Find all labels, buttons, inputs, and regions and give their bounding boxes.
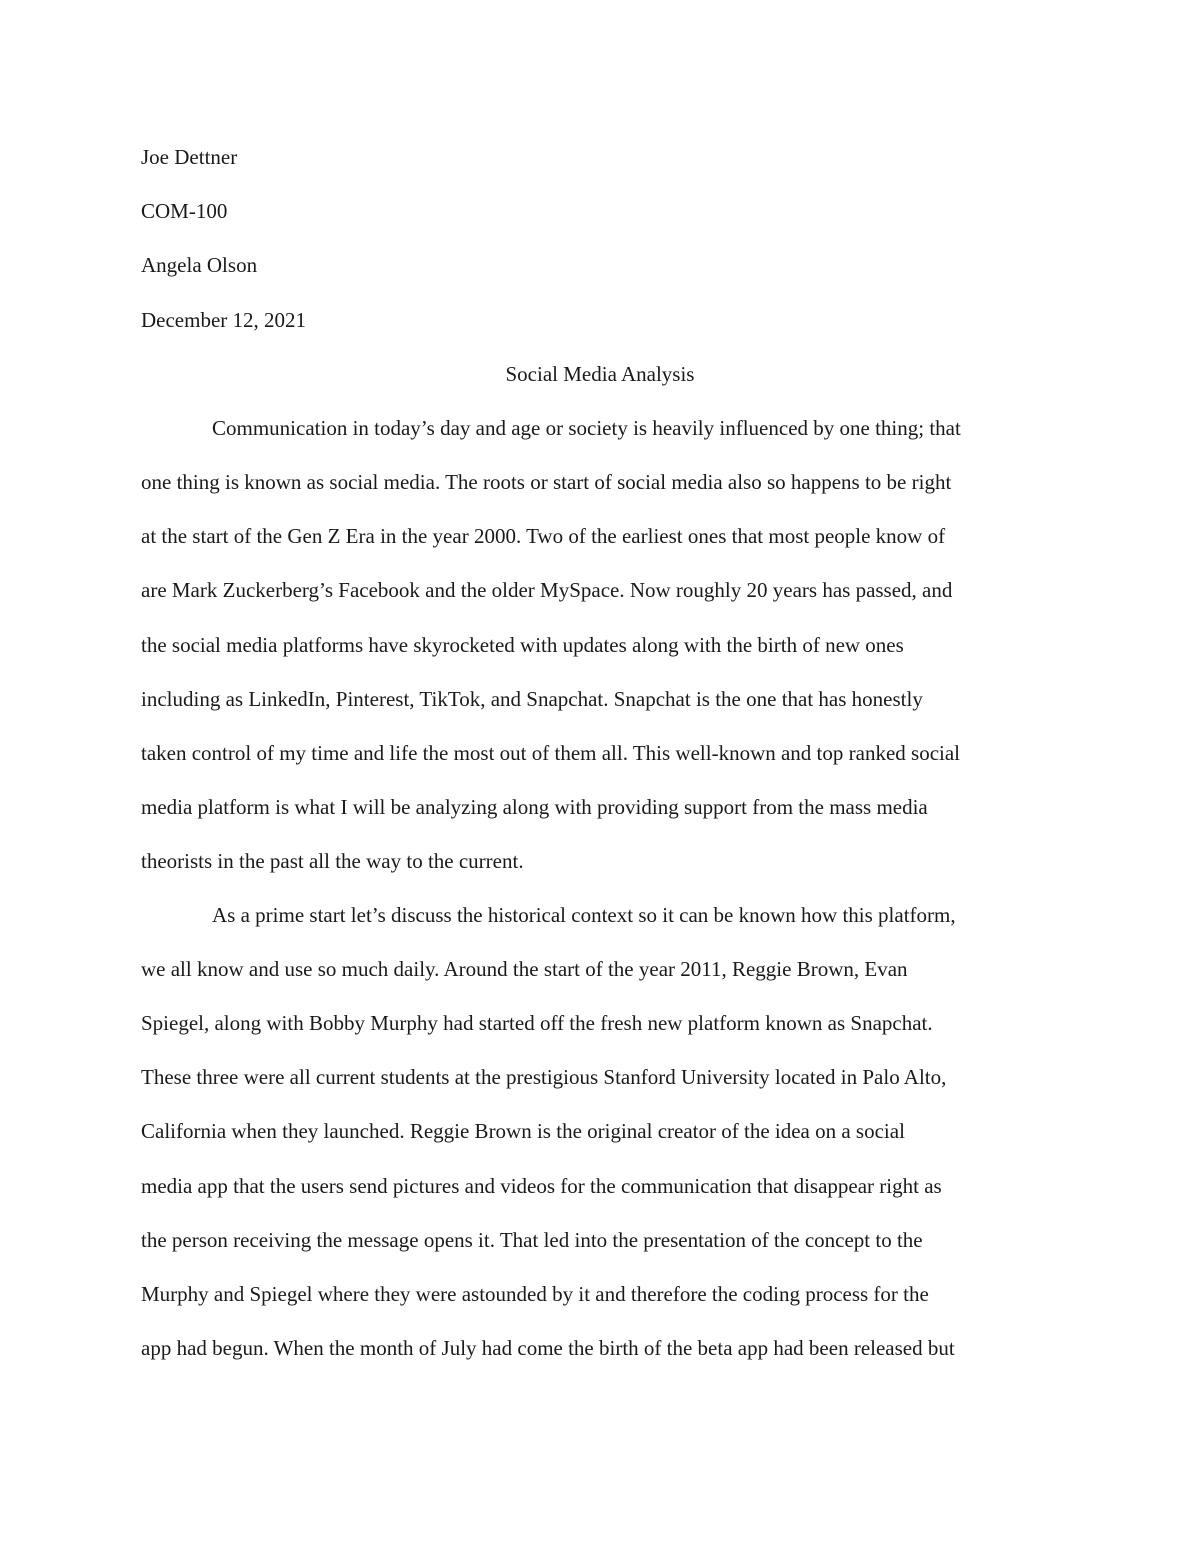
paragraph-2-line-1: As a prime start let’s discuss the historical context so it can be known how this platform,: [212, 903, 956, 927]
author-name: Joe Dettner: [141, 145, 238, 169]
paragraph-1-line-2: one thing is known as social media. The roots or start of social media also so happens to be right: [141, 470, 952, 494]
paragraph-1-line-6: including as LinkedIn, Pinterest, TikTok, and Snapchat. Snapchat is the one that has honestly: [141, 687, 923, 711]
paragraph-1-line-5: the social media platforms have skyrocketed with updates along with the birth of new ones: [141, 633, 904, 657]
paragraph-2-line-7: the person receiving the message opens it. That led into the presentation of the concept to the: [141, 1228, 923, 1252]
paragraph-1-line-3: at the start of the Gen Z Era in the year 2000. Two of the earliest ones that most people know of: [141, 524, 946, 548]
paragraph-1-line-8: media platform is what I will be analyzing along with providing support from the mass media: [141, 795, 928, 819]
paragraph-2-line-6: media app that the users send pictures and videos for the communication that disappear right as: [141, 1174, 942, 1198]
instructor-name: Angela Olson: [141, 253, 258, 277]
course-code: COM-100: [141, 199, 228, 223]
document-title: Social Media Analysis: [505, 362, 695, 386]
paragraph-1-line-9: theorists in the past all the way to the current.: [141, 849, 524, 873]
paragraph-2-line-9: app had begun. When the month of July had come the birth of the beta app had been released but: [141, 1336, 955, 1360]
paragraph-1-line-7: taken control of my time and life the most out of them all. This well-known and top ranked social: [141, 741, 961, 765]
paragraph-2-line-3: Spiegel, along with Bobby Murphy had started off the fresh new platform known as Snapchat.: [141, 1011, 933, 1035]
paragraph-2-line-2: we all know and use so much daily. Around the start of the year 2011, Reggie Brown, Evan: [141, 957, 908, 981]
paragraph-2-line-8: Murphy and Spiegel where they were astounded by it and therefore the coding process for the: [141, 1282, 929, 1306]
paragraph-2-line-5: California when they launched. Reggie Brown is the original creator of the idea on a social: [141, 1119, 905, 1143]
paragraph-1-line-1: Communication in today’s day and age or society is heavily influenced by one thing; that: [212, 416, 961, 440]
paragraph-1-line-4: are Mark Zuckerberg’s Facebook and the older MySpace. Now roughly 20 years has passed, and: [141, 578, 953, 602]
document-date: December 12, 2021: [141, 308, 307, 332]
paragraph-2-line-4: These three were all current students at the prestigious Stanford University located in Palo Alto,: [141, 1065, 947, 1089]
